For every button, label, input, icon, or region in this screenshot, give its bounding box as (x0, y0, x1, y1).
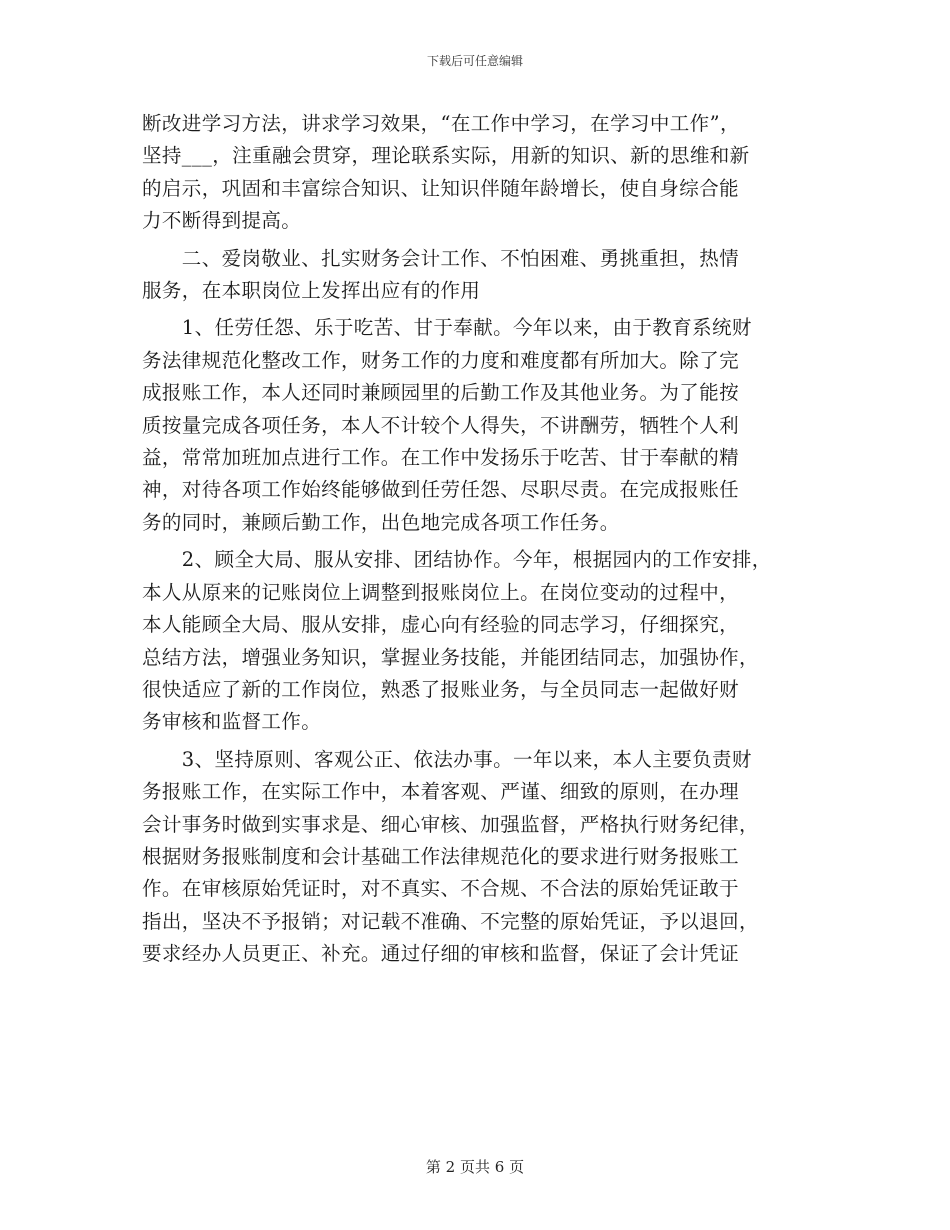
paragraph-study-methods (142, 108, 817, 238)
text-line: 本人从原来的记账岗位上调整到报账岗位上。在岗位变动的过程中， (142, 580, 740, 604)
text-line: 二、爱岗敬业、扎实财务会计工作、不怕困难、勇挑重担，热情 (142, 246, 740, 270)
text-line: 质按量完成各项任务，本人不计较个人得失，不讲酬劳，牺牲个人利 (142, 413, 740, 437)
text-line: 会计事务时做到实事求是、细心审核、加强监督，严格执行财务纪律， (142, 812, 759, 836)
text-line: 务报账工作，在实际工作中，本着客观、严谨、细致的原则，在办理 (142, 780, 740, 804)
text-line: 的启示，巩固和丰富综合知识、让知识伴随年龄增长，使自身综合能 (142, 176, 740, 200)
text-line: 成报账工作，本人还同时兼顾园里的后勤工作及其他业务。为了能按 (142, 381, 740, 405)
text-line: 力不断得到提高。 (142, 209, 302, 233)
text-line: 神，对待各项工作始终能够做到任劳任怨、尽职尽责。在完成报账任 (142, 478, 740, 502)
text-line: 1、任劳任怨、乐于吃苦、甘于奉献。今年以来，由于教育系统财 (142, 316, 752, 340)
paragraph-item-3 (142, 744, 817, 971)
text-line: 总结方法，增强业务知识，掌握业务技能，并能团结同志，加强协作， (142, 645, 759, 669)
section-heading-two (142, 243, 817, 308)
text-line: 务的同时，兼顾后勤工作，出色地完成各项工作任务。 (142, 510, 620, 534)
document-body (142, 108, 817, 971)
text-line: 坚持___，注重融会贯穿，理论联系实际，用新的知识、新的思维和新 (142, 144, 750, 168)
text-line: 2、顾全大局、服从安排、团结协作。今年，根据园内的工作安排， (142, 548, 772, 572)
text-line: 益，常常加班加点进行工作。在工作中发扬乐于吃苦、甘于奉献的精 (142, 446, 740, 470)
text-line: 务法律规范化整改工作，财务工作的力度和难度都有所加大。除了完 (142, 348, 740, 372)
text-line: 指出，坚决不予报销；对记载不准确、不完整的原始凭证，予以退回， (142, 909, 759, 933)
page-number: 第 2 页共 6 页 (425, 1158, 525, 1176)
paragraph-item-1 (142, 312, 817, 539)
text-line: 3、坚持原则、客观公正、依法办事。一年以来，本人主要负责财 (142, 747, 752, 771)
text-line: 本人能顾全大局、服从安排，虚心向有经验的同志学习，仔细探究， (142, 613, 740, 637)
text-line: 很快适应了新的工作岗位，熟悉了报账业务，与全员同志一起做好财 (142, 677, 740, 701)
text-line: 服务，在本职岗位上发挥出应有的作用 (142, 279, 481, 303)
page-header: 下载后可任意编辑 (426, 54, 523, 68)
text-line: 要求经办人员更正、补充。通过仔细的审核和监督，保证了会计凭证 (142, 942, 740, 966)
text-line: 务审核和监督工作。 (142, 710, 322, 734)
text-line: 根据财务报账制度和会计基础工作法律规范化的要求进行财务报账工 (142, 844, 740, 868)
text-line: 作。在审核原始凭证时，对不真实、不合规、不合法的原始凭证敢于 (142, 877, 740, 901)
paragraph-item-2 (142, 544, 817, 738)
text-line: 断改进学习方法，讲求学习效果，“在工作中学习，在学习中工作”， (142, 112, 740, 135)
